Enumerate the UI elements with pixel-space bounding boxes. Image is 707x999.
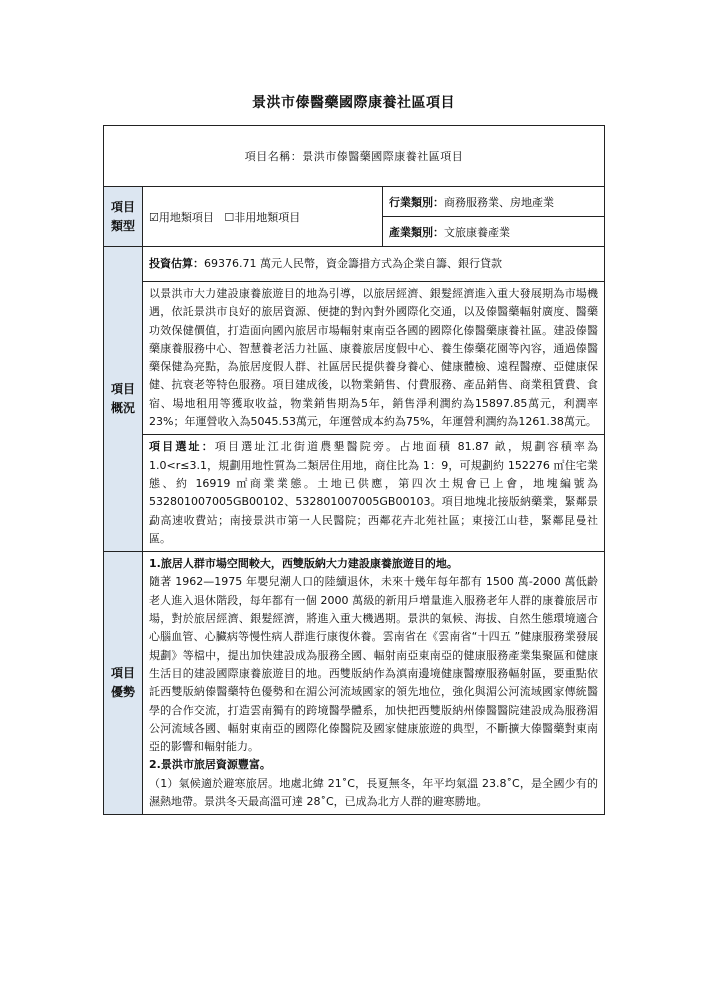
industry-label: 行業類別： bbox=[389, 195, 444, 209]
advantage-2-heading: 2.景洪市旅居資源豐富。 bbox=[149, 758, 271, 772]
industry-category-cell bbox=[383, 187, 605, 217]
advantages-cell bbox=[143, 552, 605, 815]
site-value: 項目選址江北街道農墾醫院旁。占地面積 81.87 畝，規劃容積率為 1.0<r≤3.1，規劃用地性質為二類居住用地，商住比為 1：9，可規劃約 152276 ㎡住宅業態、約 16919 ㎡商業業態。土地已供應，第四次土規會已上會，地塊編號為 532801007005GB00102、532801007005GB00103。項目地塊北接版納藥業，緊鄰景勐高速收費站；南接景洪市第一人民醫院；西鄰花卉北苑社區；東接江山巷，緊鄰昆曼社區。 bbox=[149, 440, 599, 545]
investment-label: 投資估算： bbox=[149, 256, 204, 270]
industry-value: 商務服務業、房地產業 bbox=[444, 195, 554, 209]
site-label: 項目選址： bbox=[149, 440, 215, 454]
project-overview-label: 項目 概況 bbox=[104, 247, 143, 552]
project-type-label: 項目 類型 bbox=[104, 187, 143, 247]
overview-description-cell bbox=[143, 282, 605, 435]
project-name-label: 項目名稱： bbox=[244, 150, 303, 163]
project-advantages-label: 項目 優勢 bbox=[104, 552, 143, 815]
site-selection-cell bbox=[143, 435, 605, 552]
document-title: 景洪市傣醫藥國際康養社區項目 bbox=[252, 95, 455, 111]
sector-category-cell bbox=[383, 217, 605, 247]
non-land-project-option: ☐非用地類項目 bbox=[224, 210, 301, 224]
advantage-1-body: 隨著 1962—1975 年嬰兒潮人口的陸續退休，未來十幾年每年都有 1500 萬-2000 萬低齡老人進入退休階段，每年都有一個 2000 萬級的新用戶增量進入服務老年人群的康養旅居市場，對於旅居經濟、銀髮經濟，將進入重大機遇期。景洪的氣候、海拔、自然生態環境適合心腦血管、心臟病等慢性病人群進行康復休養。雲南省在《雲南省“十四五 ”健康服務業發展規劃》等檔中，提出加快建設成為服務全國、輻射南亞東南亞的健康服務產業集聚區和健康生活目的建設國際康養旅遊目的地。西雙版納作為滇南邊境健康醫療服務輻射區，要重點依託西雙版納傣醫藥特色優勢和在湄公河流域國家的領先地位，強化與湄公河流域國家傳統醫學的合作交流，打造雲南獨有的跨境醫學體系，加快把西雙版納州傣醫醫院建設成為服務湄公河流域各國、輻射東南亞的國際化傣醫院及國家健康旅遊的典型，不斷擴大傣醫藥對東南亞的影響和輻射能力。 bbox=[149, 575, 599, 754]
sector-value: 文旅康養產業 bbox=[444, 225, 510, 239]
project-table bbox=[103, 125, 605, 815]
project-type-options bbox=[143, 187, 383, 247]
investment-cell bbox=[143, 247, 605, 282]
overview-description: 以景洪市大力建設康養旅遊目的地為引導，以旅居經濟、銀髮經濟進入重大發展期為市場機遇，依託景洪市良好的旅居資源、便捷的對內對外國際化交通，以及傣醫藥輻射廣度、醫藥功效保健價值，打造面向國內旅居市場輻射東南亞各國的國際化傣醫藥康養社區。建設傣醫藥康養服務中心、智慧養老活力社區、康養旅居度假中心、養生傣藥花園等內容，通過傣醫藥保健為亮點，為旅居度假人群、社區居民提供養身養心、健康體檢、遠程醫療、亞健康保健、抗衰老等特色服務。項目建成後，以物業銷售、付費服務、產品銷售、商業租賃費、食宿、場地租用等獲取收益，物業銷售期為5年，銷售淨利潤約為15897.85萬元，利潤率23%；年運營收入為5045.53萬元，年運營成本約為75%，年運營利潤約為1261.38萬元。 bbox=[149, 287, 599, 429]
investment-value: 69376.71 萬元人民幣，資金籌措方式為企業自籌、銀行貸款 bbox=[204, 256, 502, 270]
project-name-cell bbox=[104, 126, 605, 187]
land-project-option: ☑用地類項目 bbox=[149, 210, 214, 224]
sector-label: 產業類別： bbox=[389, 225, 444, 239]
project-name-value: 景洪市傣醫藥國際康養社區項目 bbox=[302, 150, 464, 163]
advantage-2-sub-1: （1）氣候適於避寒旅居。地處北緯 21˚C，長夏無冬，年平均氣溫 23.8˚C，是全國少有的濕熱地帶。景洪冬天最高溫可達 28˚C，已成為北方人群的避寒勝地。 bbox=[149, 776, 599, 809]
advantage-1-heading: 1.旅居人群市場空間較大，西雙版納大力建設康養旅遊目的地。 bbox=[149, 557, 458, 571]
